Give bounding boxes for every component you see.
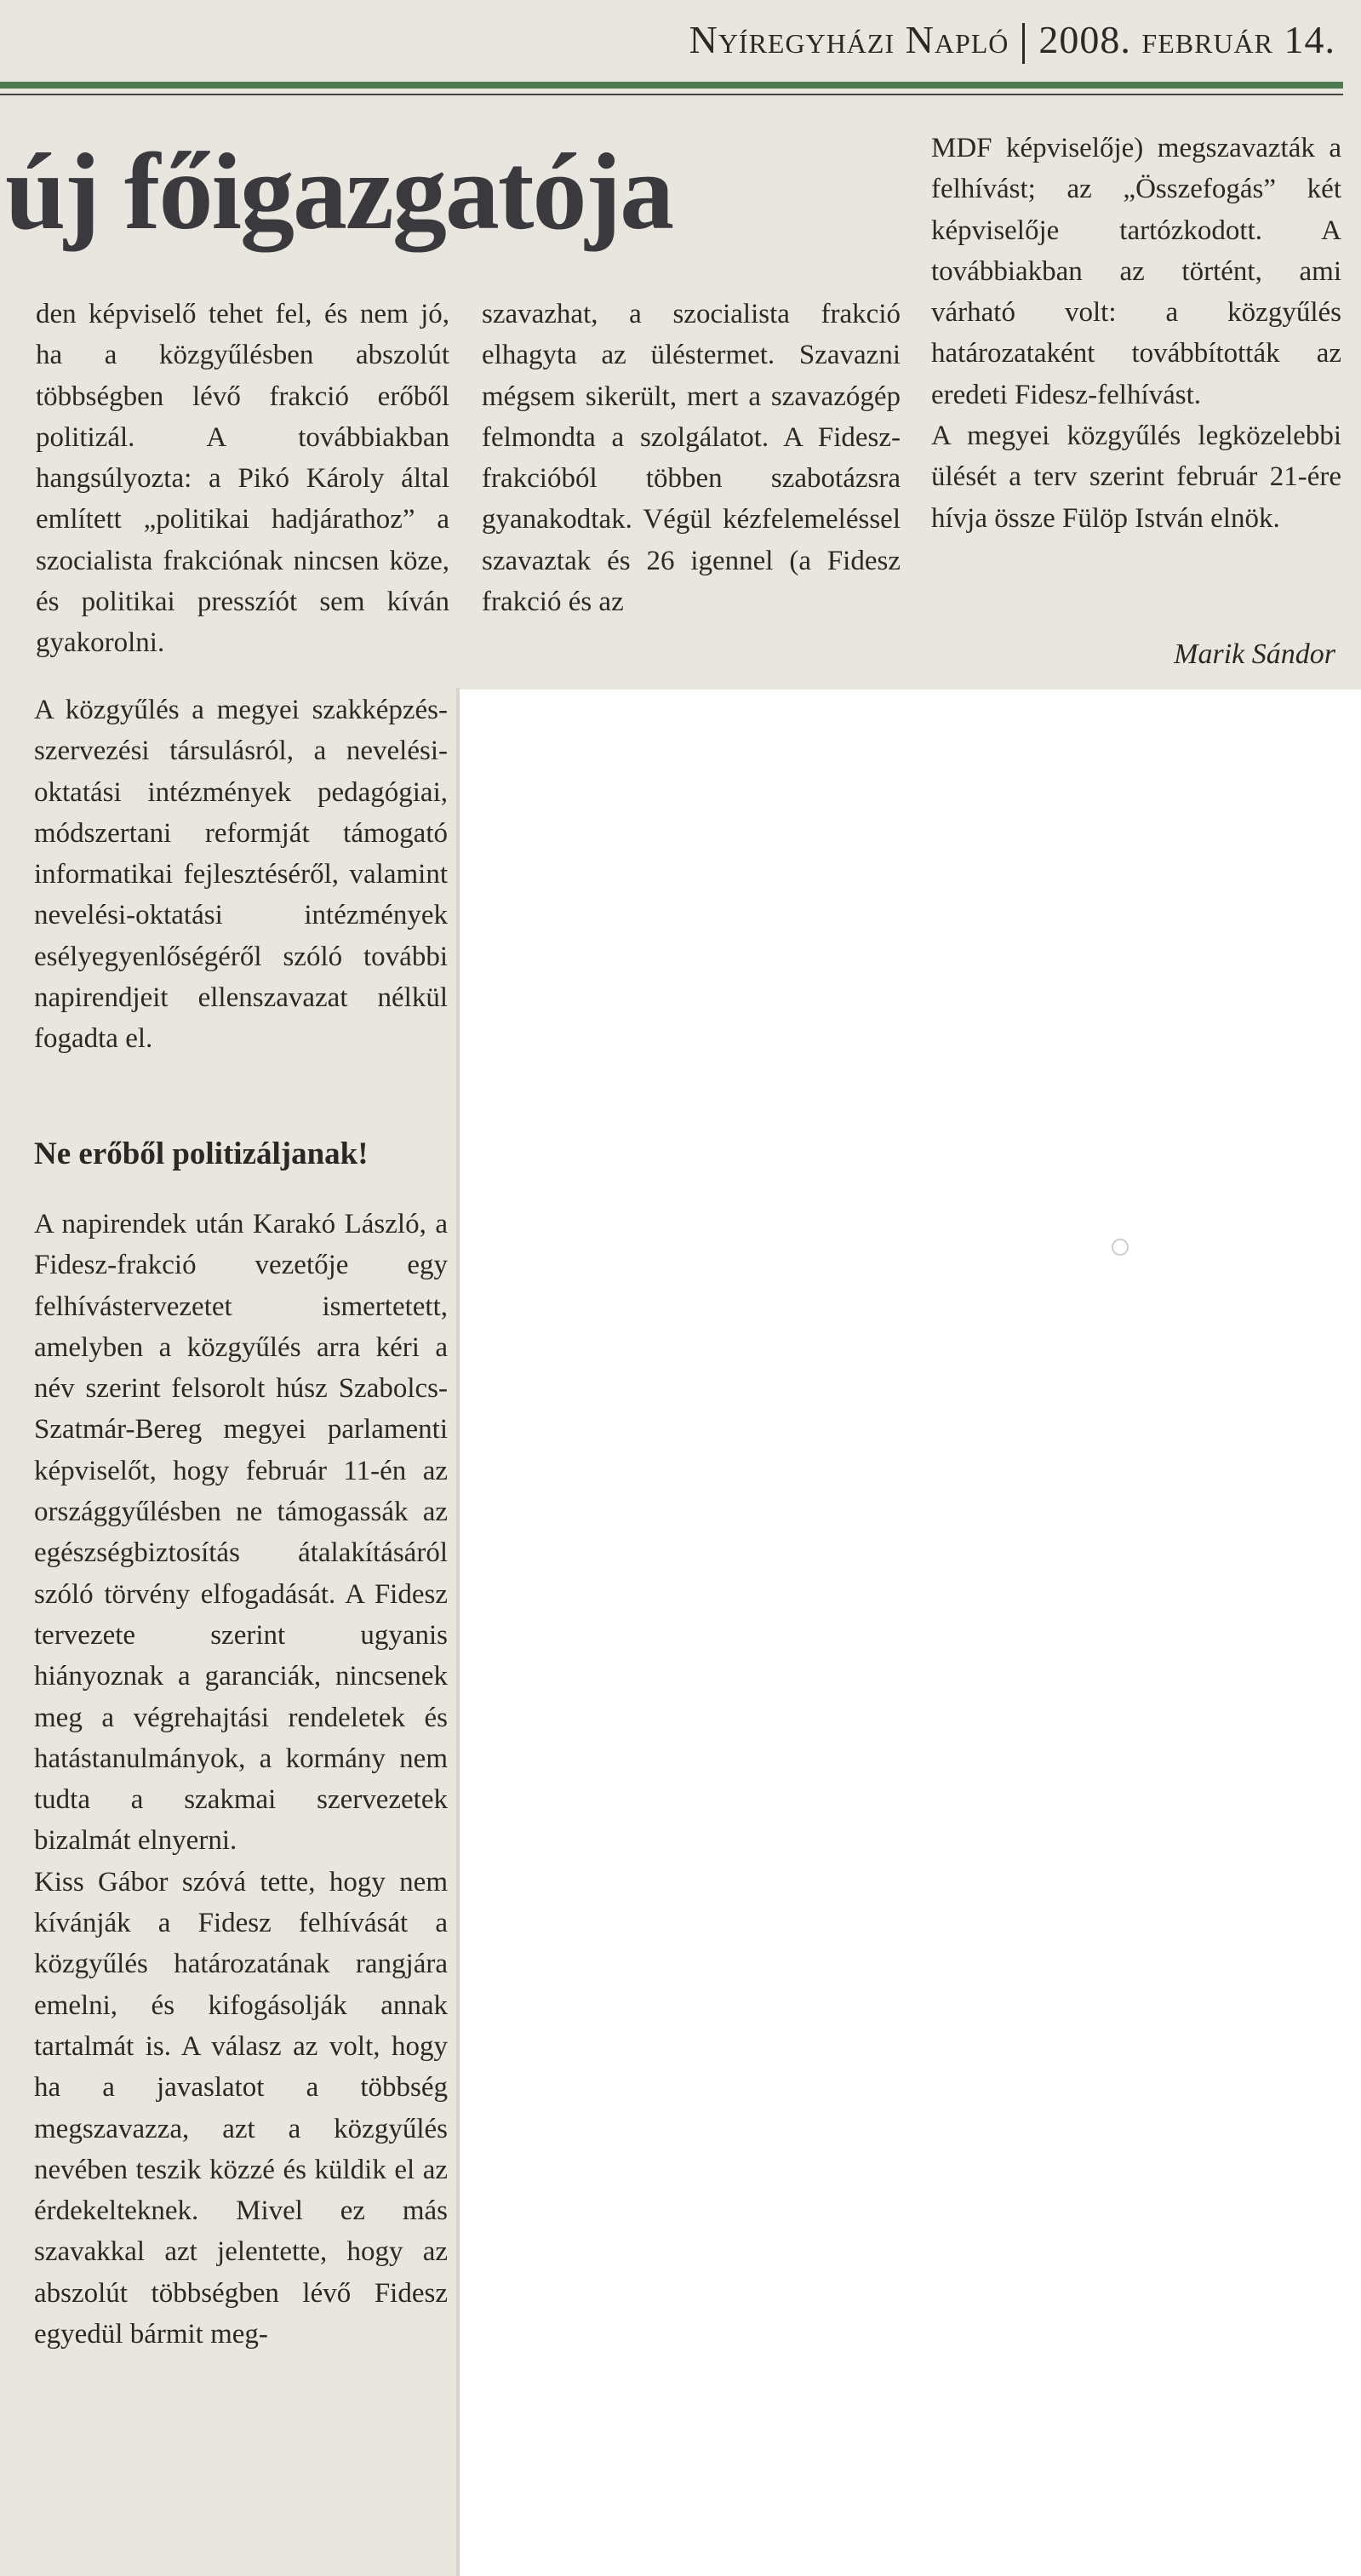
- paragraph-col1-bottom-1: A napirendek után Karakó László, a Fidesz-frakció vezetője egy felhívástervezetet ismertetett, amelyben a közgyűlés arra kéri a név szerint felsorolt húsz Szabolcs-Szatmár-Bereg megyei parlamenti képviselőt, hogy február 11-én az országgyűlésben ne támogassák az egészségbiztosítás átalakításáról szóló törvény elfogadását. A Fidesz tervezete szerint ugyanis hiányoznak a garanciák, nincsenek meg a végrehajtási rendeletek és hatástanulmányok, a kormány nem tudta a szakmai szervezetek bizalmát elnyerni.: [34, 1209, 448, 1857]
- masthead-thin-rule: [0, 94, 1343, 95]
- scan-speck-mark: [1112, 1239, 1129, 1256]
- masthead-green-rule: [0, 82, 1343, 89]
- clipping-edge-shadow: [456, 688, 460, 2576]
- masthead: [689, 10, 1335, 70]
- paragraph-col3-1: MDF képviselője) megszavazták a felhívást; az „Összefogás” két képviselője tartózkodott. A továbbiakban az történt, ami várható volt: a közgyűlés határozataként továbbították az eredeti Fidesz-felhívást.: [931, 133, 1341, 410]
- newspaper-name: Nyíregyházi Napló: [689, 18, 1009, 61]
- paragraph-col2: szavazhat, a szocialista frakció elhagyta az üléstermet. Szavazni mégsem sikerült, mert a szavazógép felmondta a szolgálatot. A Fidesz-frakcióból többen szabotázsra gyanakodtak. Végül kézfelemeléssel szavaztak és 26 igennel (a Fidesz frakció és az: [482, 299, 901, 618]
- paragraph-col3-2: A megyei közgyűlés legközelebbi ülését a terv szerint február 21-ére hívja össze Fülöp István elnök.: [931, 421, 1341, 534]
- paragraph-col1-top: den képviselő tehet fel, és nem jó, ha a közgyűlésben abszolút többségben lévő frakció erőből politizál. A továbbiakban hangsúlyozta: a Pikó Károly által említett „politikai hadjárathoz” a szocialista frakciónak nincsen köze, és politikai presszíót sem kíván gyakorolni.: [36, 299, 449, 659]
- issue-date: 2008. február 14.: [1038, 18, 1335, 61]
- column-2: [482, 294, 901, 622]
- paragraph-col1-bottom-2: Kiss Gábor szóvá tette, hogy nem kívánják a Fidesz felhívását a közgyűlés határozatának rangjára emelni, és kifogásolják annak tartalmát is. A válasz az volt, hogy ha a javaslatot a többség megszavazza, azt a közgyűlés nevében teszik közzé és küldik el az érdekelteknek. Mivel ez más szavakkal azt jelentette, hogy az abszolút többségben lévő Fidesz egyedül bármit meg-: [34, 1866, 448, 2350]
- article-author: Marik Sándor: [1174, 638, 1335, 670]
- column-1-middle: [34, 690, 448, 1060]
- section-subheading: Ne erőből politizáljanak!: [34, 1136, 369, 1171]
- column-1-top: [36, 294, 449, 664]
- masthead-divider: [1022, 23, 1025, 64]
- column-1-bottom: [34, 1204, 448, 2355]
- article-headline: új főigazgatója: [5, 131, 673, 252]
- column-3: [931, 128, 1341, 539]
- paragraph-col1-mid: A közgyűlés a megyei szakképzés-szervezési társulásról, a nevelési-oktatási intézmények pedagógiai, módszertani reformját támogató informatikai fejlesztéséről, valamint nevelési-oktatási intézmények esélyegyenlőségéről szóló további napirendjeit ellenszavazat nélkül fogadta el.: [34, 695, 448, 1055]
